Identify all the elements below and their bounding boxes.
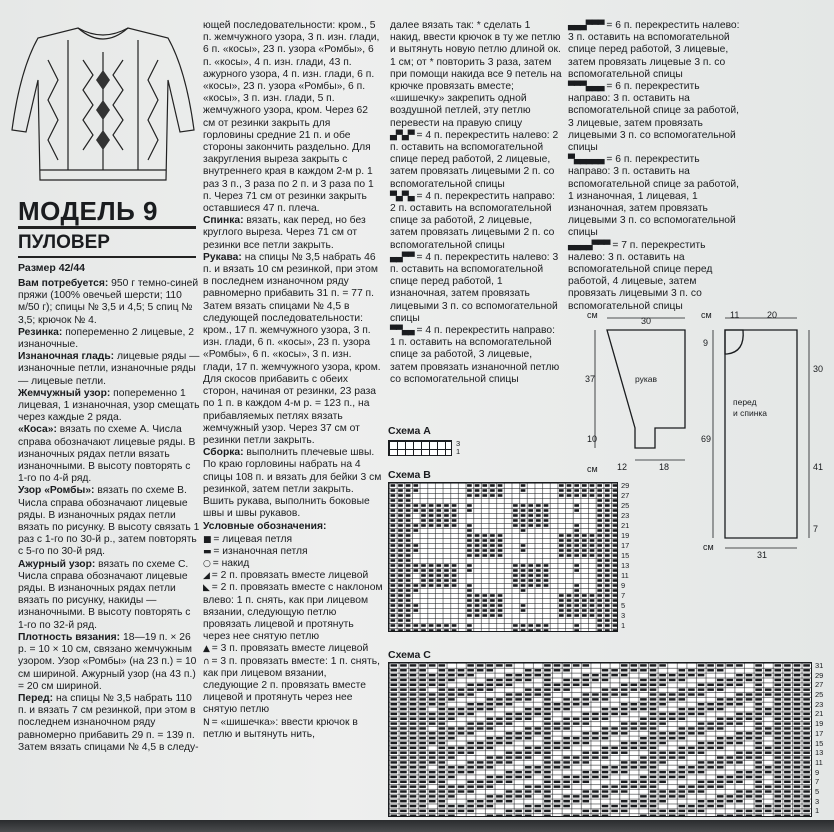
col1-paragraph	[18, 485, 200, 558]
legend-item	[203, 546, 383, 558]
col1-paragraph	[18, 559, 200, 632]
row-number: 15	[815, 738, 824, 748]
col4-paragraph	[568, 154, 743, 239]
legend-item-symbol: ▲	[203, 644, 209, 655]
legend-item-text: = 3 п. провязать вместе: 1 п. снять, как при лицевом вязании, следующие 2 п. провязать вместе лицевой и протянуть через нее снятую петлю	[203, 655, 380, 716]
sleeve-bottom-left-measure: 12	[617, 462, 628, 472]
row-number: 3	[815, 796, 820, 806]
legend-title: Условные обозначения:	[203, 521, 327, 533]
col2-paragraph-text: ющей последовательности: кром., 5 п. жемчужного узора, 3 п. изн. глади, 6 п. «косы», 23 п. узора «Ромбы», 6 п. «косы», 4 п. изн. глади, 43 п. ажурного узора, 4 п. изн. глади, 6 п. «косы», 23 п. узора «Ромбы», 6 п. «косы», 3 п. изн. глади, 5 п. жемчужного узора, кром. Через 62 см от резинки закрыть для горловины средние 21 п. и обе стороны закончить раздельно. Для закругления выреза закрыть с внутреннего края в каждом 2-м р. 1 раз 3 п., 3 раза по 2 п. и 3 раза по 1 п. Через 71 см от резинки закрыть оставшиеся 47 п. плеча.	[203, 20, 380, 215]
col4-paragraph	[568, 81, 743, 154]
column-1-text	[18, 278, 200, 754]
col1-paragraph	[18, 388, 200, 425]
legend-item-symbol: ∩	[203, 656, 209, 667]
row-number: 9	[621, 581, 626, 590]
legend-item-text: = изнаночная петля	[210, 545, 308, 557]
col4-paragraph-symbol: ▀▄▄▄▄▄	[568, 155, 604, 166]
body-width-measure: 31	[757, 550, 768, 560]
legend-item	[203, 582, 383, 643]
body-label-line2: и спинка	[733, 408, 768, 418]
col1-paragraph-text: вязать по схеме С. Числа справа обозначают лицевые ряды. В изнаночных рядах петли вязать по рисунку, накиды — изнаночными. В высоту повторять с 1-го по 32-й ряд.	[18, 558, 191, 631]
col3-paragraph-symbol: ▀▀▄▄	[390, 326, 414, 337]
row-number: 3	[621, 611, 626, 620]
col1-paragraph-text: 18—19 п. × 26 р. = 10 × 10 см, связано жемчужным узором. Узор «Ромбы» (на 23 п.) = 10 см шириной. Ажурный узор (на 43 п.) = 20 см шириной.	[18, 631, 197, 692]
row-number: 1	[621, 621, 626, 630]
col1-paragraph-heading: Вам потребуется:	[18, 278, 109, 289]
col1-paragraph-heading: Жемчужный узор:	[18, 387, 111, 399]
sleeve-outline	[607, 330, 685, 448]
col1-paragraph	[18, 278, 200, 327]
page-subtitle: ПУЛОВЕР	[18, 232, 110, 253]
col3-paragraph-symbol: ▄▄▀▀	[390, 252, 414, 263]
col3-paragraph-text: = 4 п. перекрестить налево: 3 п. оставить на вспомогательной спице перед работой, 1 изнаночная, затем провязать лицевыми 3 п. со вспомогательной спицы	[390, 251, 559, 324]
col1-paragraph-text: вязать по схеме А. Числа справа обозначают лицевые ряды. В изнаночных рядах петли вязать изнаночными. В высоту повторять с 1-го по 4-й ряд.	[18, 424, 196, 485]
col3-paragraph	[390, 325, 562, 386]
row-number: 29	[621, 481, 630, 490]
col4-paragraph-text: = 6 п. перекрестить направо: 3 п. оставить на вспомогательной спице за работой, 3 лицевые, затем провязать лицевыми 3 п. со вспомогательной спицы	[568, 81, 739, 154]
legend-item-symbol: ○	[203, 558, 210, 569]
row-number: 7	[815, 777, 820, 787]
legend-item-symbol: ■	[203, 534, 211, 545]
sleeve-bottom-right-measure: 18	[659, 462, 670, 472]
col2-paragraph	[203, 20, 383, 215]
sleeve-label: рукав	[635, 374, 658, 384]
legend-item	[203, 570, 383, 582]
col1-paragraph-heading: Изнаночная гладь:	[18, 351, 115, 363]
col1-paragraph-heading: Ажурный узор:	[18, 558, 96, 570]
column-2-body	[203, 20, 383, 520]
col1-paragraph-heading: «Коса»:	[18, 424, 57, 436]
sleeve-height-measure: 37	[585, 374, 596, 384]
col3-paragraph-symbol: ▄▀▄▀	[390, 130, 414, 141]
col1-paragraph-text: попеременно 2 лицевые, 2 изнаночные.	[18, 326, 194, 351]
legend-item-text: = 3 п. провязать вместе лицевой	[208, 643, 369, 655]
legend-item	[203, 717, 383, 741]
col1-paragraph	[18, 424, 200, 485]
col3-paragraph	[390, 20, 562, 130]
unit-label-body-bottom: см	[703, 542, 714, 552]
col1-paragraph-heading: Плотность вязания:	[18, 631, 121, 643]
row-number: 11	[621, 571, 629, 580]
row-number: 3	[456, 439, 461, 448]
row-number: 27	[815, 680, 824, 690]
legend-item-text: = 2 п. провязать вместе с наклоном влево: 1 п. снять, как при лицевом вязании, следующую петлю провязать лицевой и протянуть через нее снятую петлю	[203, 582, 383, 643]
col1-paragraph-text: попеременно 1 лицевая, 1 изнаночная, узор смещать через каждые 2 ряда.	[18, 387, 200, 424]
schema-a-row-numbers	[456, 440, 472, 456]
col4-paragraph	[568, 240, 743, 313]
col3-paragraph-text: = 4 п. перекрестить направо: 2 п. оставить на вспомогательной спице за работой, 2 лицевые, затем провязать лицевыми 2 п. со вспомогательной спицы	[390, 190, 555, 251]
column-2-text	[203, 20, 383, 741]
row-number: 19	[815, 719, 824, 729]
col4-paragraph-text: = 7 п. перекрестить налево: 3 п. оставить на вспомогательной спице перед работой, 4 лицевые, затем провязать лицевыми 3 п. со вспомогательной спицы	[568, 239, 713, 312]
sleeve-cuff-measure: 10	[587, 434, 598, 444]
col3-paragraph-text: далее вязать так: * сделать 1 накид, ввести крючок в ту же петлю и вытянуть новую петлю длиной ок. 1 см; от * повторить 3 раза, затем при помощи накида все 9 петель на крючке провязать вместе; «шишечку» закрепить одной воздушной петлей, эту петлю перевести на правую спицу	[390, 20, 562, 129]
body-lower-measure: 41	[813, 462, 824, 472]
col2-paragraph-heading: Сборка:	[203, 447, 244, 459]
body-outline	[725, 330, 797, 538]
col3-paragraph	[390, 252, 562, 325]
row-number: 23	[815, 699, 824, 709]
col2-paragraph-heading: Рукава:	[203, 251, 242, 263]
col2-paragraph-heading: Спинка:	[203, 215, 244, 227]
col1-paragraph-heading: Перед:	[18, 692, 54, 704]
row-number: 5	[621, 601, 626, 610]
pullover-sketch-illustration	[8, 20, 198, 190]
row-number: 9	[815, 767, 820, 777]
col1-paragraph	[18, 693, 200, 754]
legend-item-text: = «шишечка»: ввести крючок в петлю и вытянуть нить,	[203, 716, 358, 740]
row-number: 13	[815, 748, 824, 758]
col2-paragraph-text: на спицы № 3,5 набрать 46 п. и вязать 10 см резинкой, при этом в последнем изнаночном ряду равномерно прибавить 31 п. = 77 п. Затем вязать спицами № 4,5 в следующей последовательности: кром., 17 п. жемчужного узора, 3 п. изн. глади, 6 п. «косы», 23 п. узора «Ромбы», 6 п. «косы», 3 п. изн. глади, 17 п. жемчужного узора, кром. Для скосов прибавить с обеих сторон, начиная от резинки, 23 раза по 1 п. в каждом 4-м р. = 123 п., на прибавляемых петлях вязать жемчужный узор. Через 37 см от резинки петли закрыть.	[203, 251, 381, 446]
row-number: 23	[621, 511, 630, 520]
pattern-measurement-diagram	[585, 310, 830, 560]
col1-paragraph-text: 950 г темно-синей пряжи (100% овечьей шерсти; 110 м/50 г); спицы № 3,5 и 4,5; 5 спиц № 3,5; крючок № 4.	[18, 278, 199, 326]
row-number: 1	[456, 447, 461, 456]
col3-paragraph-text: = 4 п. перекрестить направо: 1 п. оставить на вспомогательной спице за работой, 3 лицевые, затем провязать изнаночной петлю со вспомогательной спицы	[390, 325, 560, 385]
legend-item	[203, 534, 383, 546]
legend-item-symbol: ▬	[203, 546, 211, 557]
col4-paragraph	[568, 20, 743, 81]
col3-paragraph	[390, 191, 562, 252]
legend-item-text: = лицевая петля	[210, 533, 293, 545]
col1-paragraph	[18, 327, 200, 351]
body-armhole-measure: 30	[813, 364, 824, 374]
body-total-measure: 69	[701, 434, 712, 444]
column-4-text	[568, 20, 743, 313]
col3-paragraph-text: = 4 п. перекрестить налево: 2 п. оставить на вспомогательной спице перед работой, 2 лицевые, затем провязать лицевыми 2 п. со вспомогательной спицы	[390, 129, 559, 190]
schema-c-label: Схема C	[388, 649, 431, 661]
row-number: 1	[815, 806, 820, 816]
col3-paragraph-symbol: ▀▄▀▄	[390, 191, 414, 202]
schema-b-label: Схема B	[388, 469, 431, 481]
row-number: 25	[621, 501, 630, 510]
legend-item-symbol: N	[203, 717, 209, 728]
row-number: 27	[621, 491, 630, 500]
col4-paragraph-text: = 6 п. перекрестить налево: 3 п. оставить на вспомогательной спице перед работой, 3 лицевые, затем провязать лицевые 3 п. со вспомогательной спицы	[568, 20, 740, 80]
row-number: 17	[815, 728, 824, 738]
legend-item-symbol: ◢	[203, 571, 209, 582]
col2-paragraph	[203, 252, 383, 447]
schema-b-grid	[388, 482, 618, 632]
row-number: 5	[815, 786, 820, 796]
legend-item-text: = 2 п. провязать вместе лицевой	[208, 570, 369, 582]
title-rule	[18, 226, 196, 229]
row-number: 21	[815, 709, 824, 719]
body-label-line1: перед	[733, 397, 757, 407]
col2-paragraph-text: выполнить плечевые швы. По краю горловины набрать на 4 спицы 108 п. и вязать для бейки 3 см резинкой, затем петли закрыть. Вшить рукава, выполнить боковые швы и швы рукавов.	[203, 447, 382, 520]
row-number: 31	[815, 661, 824, 670]
row-number: 15	[621, 551, 630, 560]
col1-paragraph-heading: Резинка:	[18, 326, 63, 338]
row-number: 21	[621, 521, 630, 530]
row-number: 17	[621, 541, 630, 550]
legend-item-text: = накид	[209, 557, 250, 569]
col1-paragraph	[18, 632, 200, 693]
schema-a-grid	[388, 440, 452, 456]
unit-label-sleeve: см	[587, 310, 598, 320]
bottom-edge-bar	[0, 820, 834, 832]
row-number: 29	[815, 670, 824, 680]
col2-paragraph-text: вязать, как перед, но без круглого выреза. Через 71 см от резинки все петли закрыть.	[203, 215, 366, 251]
row-number: 7	[621, 591, 626, 600]
row-number: 11	[815, 757, 823, 767]
legend-item-symbol: ◣	[203, 583, 209, 594]
legend-item	[203, 558, 383, 570]
body-neck-measure: 9	[703, 338, 709, 348]
col2-paragraph	[203, 447, 383, 520]
legend-list	[203, 534, 383, 741]
body-rib-measure: 7	[813, 524, 819, 534]
col1-paragraph-text: лицевые ряды — изнаночные петли, изнаночные ряды — лицевые петли.	[18, 351, 200, 387]
body-top-left-measure: 11	[730, 310, 740, 320]
col3-paragraph	[390, 130, 562, 191]
neck-curve	[725, 330, 743, 354]
column-3-text	[390, 20, 562, 386]
col1-paragraph-text: вязать по схеме В. Числа справа обозначают лицевые ряды. В изнаночных рядах петли вязать по рисунку. В высоту связать 1 раз с 1-го по 30-й р., затем повторять с 5-го по 30-й ряд.	[18, 485, 200, 558]
col1-paragraph	[18, 351, 200, 388]
schema-a-label: Схема A	[388, 425, 431, 437]
unit-label-sleeve-bottom: см	[587, 464, 598, 474]
size-line: Размер 42/44	[18, 262, 86, 274]
col4-paragraph-symbol: ▀▀▀▄▄▄	[568, 82, 604, 93]
col1-paragraph-text: на спицы № 3,5 набрать 110 п. и вязать 7 см резинкой, при этом в последнем изнаночном ряду равномерно прибавить 29 п. = 139 п. Затем вязать спицами № 4,5 в следу-	[18, 692, 199, 753]
col4-paragraph-symbol: ▄▄▄▄▀▀▀	[568, 240, 610, 251]
col2-paragraph	[203, 215, 383, 252]
col4-paragraph-text: = 6 п. перекрестить направо: 3 п. оставить на вспомогательной спице за работой, 1 изнаночная, 1 лицевая, 1 изнаночная, затем провязать лицевыми 3 п. со вспомогательной спицы	[568, 154, 739, 239]
col1-paragraph-heading: Узор «Ромбы»:	[18, 485, 95, 497]
col4-paragraph-symbol: ▄▄▄▀▀▀	[568, 21, 604, 31]
page-title: МОДЕЛЬ 9	[18, 196, 159, 226]
legend-item	[203, 656, 383, 717]
subtitle-rule	[18, 256, 196, 258]
body-top-right-measure: 20	[767, 310, 778, 320]
row-number: 25	[815, 690, 824, 700]
schema-c-row-numbers	[815, 662, 833, 817]
row-number: 19	[621, 531, 630, 540]
unit-label-body: см	[701, 310, 712, 320]
sleeve-top-measure: 30	[641, 316, 652, 326]
row-number: 13	[621, 561, 630, 570]
schema-c-grid	[388, 662, 812, 817]
legend-item	[203, 643, 383, 655]
